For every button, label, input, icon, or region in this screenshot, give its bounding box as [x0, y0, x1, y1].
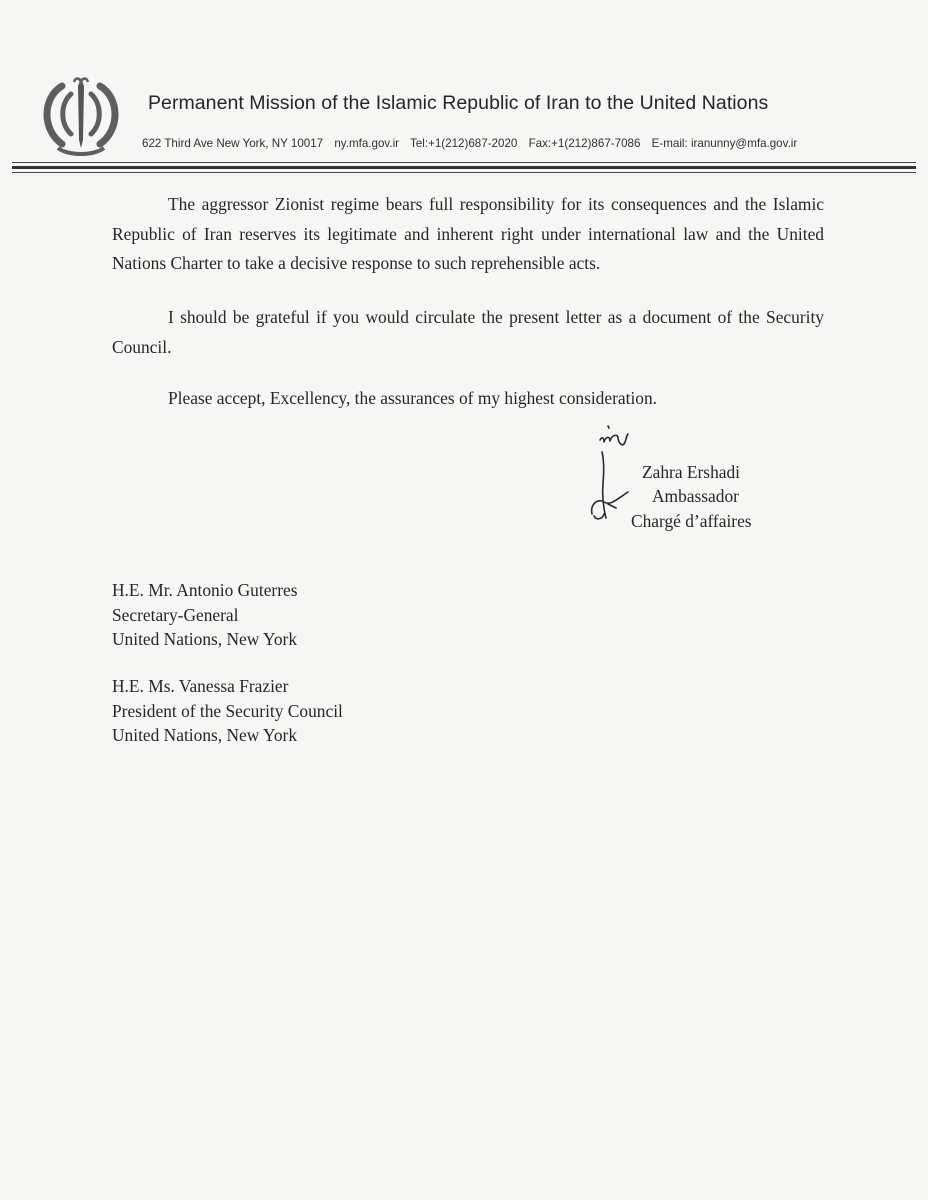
addressee-title: President of the Security Council [112, 700, 343, 721]
contact-line [142, 137, 805, 150]
paragraph-responsibility: The aggressor Zionist regime bears full responsibility for its consequences and the Islamic Republic of Iran reserves its legitimate and inherent right under international law and the United Nations Charter to take a decisive response to such reprehensible acts. [112, 194, 824, 273]
website-link[interactable]: ny.mfa.gov.ir [334, 137, 400, 150]
emblem-of-iran-icon [40, 72, 122, 158]
paragraph-closing: Please accept, Excellency, the assurances of my highest consideration. [168, 388, 658, 408]
fax: Fax:+1(212)867-7086 [528, 137, 641, 150]
mission-title: Permanent Mission of the Islamic Republic of Iran to the United Nations [148, 92, 769, 114]
addressee-name: H.E. Mr. Antonio Guterres [112, 580, 298, 600]
paragraph-circulation-request: I should be grateful if you would circulate the present letter as a document of the Security Council. [112, 307, 824, 357]
letterhead-divider-top [12, 162, 916, 163]
letterhead-divider-thick [12, 166, 916, 169]
addressee-name: H.E. Ms. Vanessa Frazier [112, 676, 289, 696]
signatory-role: Chargé d’affaires [631, 511, 752, 531]
email-link[interactable]: E-mail: iranunny@mfa.gov.ir [651, 137, 798, 150]
signatory-name: Zahra Ershadi [642, 462, 741, 482]
addressee-security-council-president [112, 674, 343, 748]
letterhead-divider-bottom [12, 172, 916, 173]
address: 622 Third Ave New York, NY 10017 [142, 137, 324, 150]
addressee-title: Secretary-General [112, 604, 239, 625]
addressee-location: United Nations, New York [112, 629, 298, 649]
handwritten-signature [588, 424, 644, 524]
addressee-location: United Nations, New York [112, 725, 298, 745]
signatory-title: Ambassador [652, 486, 739, 506]
telephone: Tel:+1(212)687-2020 [410, 137, 518, 150]
addressee-secretary-general [112, 578, 297, 652]
